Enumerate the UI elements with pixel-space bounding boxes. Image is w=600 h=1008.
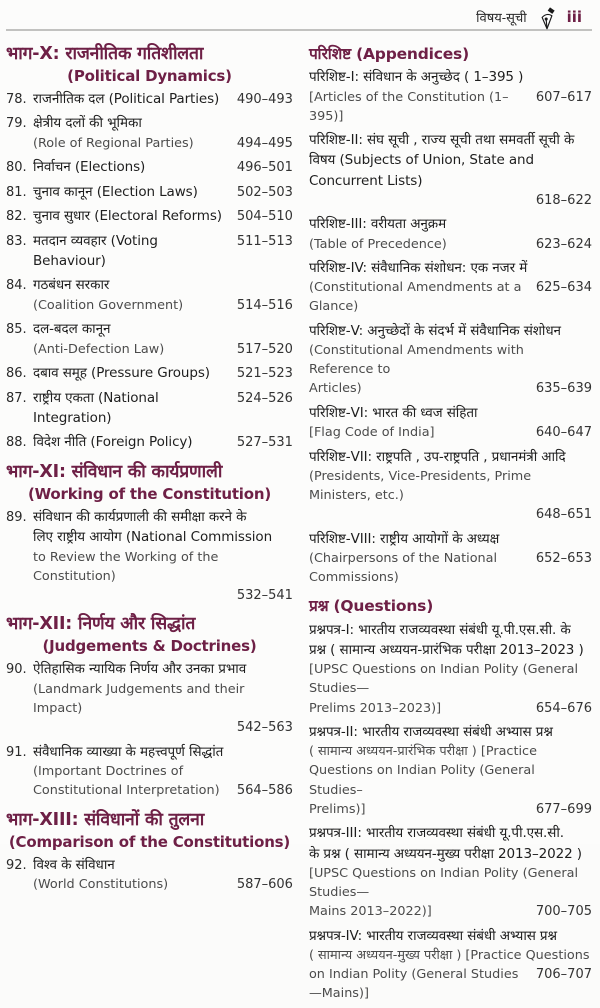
entry-text: प्रश्न ( सामान्य अध्ययन-प्रारंभिक परीक्षा 2013–2023 ) — [308, 641, 584, 658]
entry-text: प्रश्नपत्र-II: भारतीय राजव्यवस्था संबंधी अभ्यास प्रश्न — [308, 724, 553, 740]
section-title: भाग-X: राजनीतिक गतिशीलता — [6, 44, 204, 64]
page-range: 607–617 — [535, 89, 592, 105]
page-range: 504–510 — [236, 209, 293, 225]
entry-line — [6, 432, 293, 453]
toc-entry — [309, 620, 592, 718]
entry-text: (Chairpersons of the National Commissions) — [308, 550, 498, 586]
entry-text: के प्रश्न ( सामान्य अध्ययन-मुख्य परीक्षा 2013–2022 ) — [308, 845, 582, 862]
right-column — [305, 35, 592, 1008]
section-subtitle: (Political Dynamics) — [67, 66, 232, 85]
entry-line — [309, 722, 592, 742]
entry-line — [6, 762, 293, 781]
entry-line — [6, 586, 293, 606]
toc-entry — [6, 113, 293, 153]
entry-line — [309, 341, 592, 379]
toc-body — [6, 35, 592, 1008]
entry-text: Constitutional Interpretation) — [33, 783, 220, 799]
entry-text: परिशिष्ट-I: संविधान के अनुच्छेद ( 1–395 ) — [308, 69, 524, 86]
entry-line — [309, 549, 592, 587]
entry-number: 78. — [6, 91, 27, 107]
entry-line — [309, 699, 592, 719]
toc-entry — [6, 182, 293, 203]
toc-entry — [6, 363, 293, 384]
toc-entry — [309, 67, 592, 126]
toc-entry — [6, 388, 293, 429]
entry-line — [6, 855, 293, 876]
entry-text: मतदान व्यवहार (Voting Behaviour) — [33, 232, 158, 270]
page-range: 521–523 — [236, 366, 293, 382]
entry-text: निर्वाचन (Elections) — [33, 159, 146, 176]
toc-entry — [309, 130, 592, 210]
entry-line — [6, 659, 293, 680]
entry-text: परिशिष्ट-II: संघ सूची , राज्य सूची तथा समवर्ती सूची के — [308, 132, 575, 148]
entry-number: 85. — [6, 322, 27, 338]
toc-entry — [309, 214, 592, 254]
page-range: 618–622 — [535, 192, 592, 208]
left-column — [6, 35, 293, 1008]
entry-text: संवैधानिक व्याख्या के महत्त्वपूर्ण सिद्धांत — [33, 743, 224, 760]
entry-number: 86. — [6, 366, 27, 382]
page-range: 623–624 — [535, 236, 592, 252]
entry-text: प्रश्नपत्र-I: भारतीय राजव्यवस्था संबंधी यू.पी.एस.सी. के — [308, 621, 571, 638]
entry-line — [309, 864, 592, 902]
page-range: 532–541 — [236, 587, 293, 603]
entry-text: राष्ट्रीय एकता (National Integration) — [33, 389, 159, 427]
entry-text: चुनाव कानून (Election Laws) — [33, 183, 198, 200]
toc-entry — [309, 258, 592, 317]
entry-line — [6, 680, 293, 718]
entry-text: क्षेत्रीय दलों की भूमिका — [33, 115, 142, 132]
entry-text: on Indian Polity (General Studies—Mains)] — [308, 967, 519, 1002]
entry-line — [309, 191, 592, 211]
entry-line — [309, 946, 592, 965]
toc-entry — [6, 855, 293, 895]
entry-text: (Anti-Defection Law) — [33, 341, 165, 357]
entry-number: 87. — [6, 390, 27, 406]
entry-text: राजनीतिक दल (Political Parties) — [33, 90, 220, 107]
entry-line — [309, 844, 592, 864]
section-subtitle: (Comparison of the Constitutions) — [8, 832, 291, 851]
entry-text: (Important Doctrines of — [33, 764, 184, 780]
entry-line — [6, 718, 293, 738]
entry-number: 92. — [6, 857, 27, 873]
page-range: 502–503 — [236, 184, 293, 200]
entry-text: प्रश्नपत्र-III: भारतीय राजव्यवस्था संबंधी यू.पी.एस.सी. — [308, 825, 564, 842]
entry-text: दल-बदल कानून — [33, 321, 111, 338]
entry-line — [6, 388, 293, 429]
entry-line — [309, 258, 592, 278]
entry-line — [6, 527, 293, 547]
page-range: 494–495 — [236, 135, 293, 151]
entry-line — [309, 150, 592, 191]
entry-line — [309, 467, 592, 505]
entry-line — [309, 505, 592, 525]
entry-line — [6, 548, 293, 586]
entry-number: 84. — [6, 278, 27, 294]
entry-line — [309, 823, 592, 843]
page-range: 542–563 — [236, 720, 293, 736]
entry-text: विषय (Subjects of Union, State and Concurrent Lists) — [308, 152, 534, 189]
entry-line — [309, 742, 592, 761]
entry-line — [6, 231, 293, 272]
toc-entry — [309, 926, 592, 1004]
toc-entry — [309, 823, 592, 921]
page-range: 517–520 — [236, 341, 293, 357]
toc-entry — [6, 89, 293, 110]
entry-line — [6, 157, 293, 178]
entry-text: Prelims)] — [308, 801, 366, 817]
entry-line — [309, 88, 592, 126]
entry-number: 91. — [6, 744, 27, 760]
entry-line — [6, 134, 293, 154]
entry-text: ( सामान्य अध्ययन-प्रारंभिक परीक्षा ) [Practice — [308, 744, 537, 760]
page-range: 635–639 — [535, 381, 592, 397]
entry-line — [6, 182, 293, 203]
page-range: 706–707 — [535, 967, 592, 983]
entry-number: 90. — [6, 662, 27, 678]
section-title: भाग-XI: संविधान की कार्यप्रणाली — [6, 461, 223, 482]
section-subtitle: (Working of the Constitution) — [27, 484, 271, 503]
entry-text: Mains 2013–2022)] — [308, 904, 432, 920]
entry-number: 82. — [6, 209, 27, 225]
entry-line — [309, 620, 592, 640]
toc-entry — [309, 722, 592, 819]
entry-line — [6, 340, 293, 360]
toc-entry — [6, 507, 293, 606]
entry-line — [309, 403, 592, 423]
entry-text: (Role of Regional Parties) — [33, 135, 194, 151]
page-range: 700–705 — [535, 904, 592, 920]
entry-number: 81. — [6, 184, 27, 200]
entry-line — [6, 875, 293, 895]
page-range: 511–513 — [236, 233, 293, 249]
entry-line — [309, 926, 592, 946]
entry-text: (Coalition Government) — [33, 297, 184, 313]
page-range: 524–526 — [236, 390, 293, 406]
page-number: iii — [566, 8, 582, 26]
entry-line — [309, 902, 592, 922]
page-range: 654–676 — [535, 700, 592, 716]
entry-line — [6, 319, 293, 340]
entry-line — [6, 296, 293, 316]
entry-text: दबाव समूह (Pressure Groups) — [33, 365, 210, 382]
entry-text: परिशिष्ट-VII: राष्ट्रपति , उप-राष्ट्रपति , प्रधानमंत्री आदि — [308, 448, 566, 465]
entry-line — [309, 379, 592, 399]
entry-line — [309, 321, 592, 341]
entry-text: चुनाव सुधार (Electoral Reforms) — [33, 208, 222, 225]
section-title: भाग-XII: निर्णय और सिद्धांत — [6, 614, 196, 635]
page-range: 514–516 — [236, 297, 293, 313]
entry-text: (Constitutional Amendments with Reference to — [308, 342, 524, 378]
entry-text: परिशिष्ट-VI: भारत की ध्वज संहिता — [308, 404, 478, 421]
entry-text: Questions on Indian Polity (General Studies– — [308, 763, 535, 798]
entry-line — [6, 275, 293, 296]
entry-text: प्रश्नपत्र-IV: भारतीय राजव्यवस्था संबंधी अभ्यास प्रश्न — [308, 927, 557, 944]
toc-entry — [6, 742, 293, 801]
toc-entry — [6, 206, 293, 227]
page-range: 490–493 — [236, 91, 293, 107]
entry-line — [309, 640, 592, 660]
entry-text: विश्व के संविधान — [33, 856, 115, 873]
entry-text: परिशिष्ट-IV: संवैधानिक संशोधन: एक नजर में — [308, 260, 528, 276]
entry-text: ऐतिहासिक न्यायिक निर्णय और उनका प्रभाव — [33, 661, 247, 678]
entry-number: 88. — [6, 435, 27, 451]
entry-text: संविधान की कार्यप्रणाली की समीक्षा करने के — [33, 508, 247, 525]
header-row — [6, 6, 592, 28]
section-title: प्रश्न (Questions) — [308, 597, 434, 616]
entry-line — [309, 529, 592, 549]
entry-text: (Table of Precedence) — [308, 236, 447, 252]
entry-text: [UPSC Questions on Indian Polity (General Studies— — [308, 865, 578, 900]
page-range: 587–606 — [236, 877, 293, 893]
entry-text: [Articles of the Constitution (1–395)] — [308, 89, 509, 124]
section-title: परिशिष्ट (Appendices) — [308, 45, 469, 63]
entry-line — [309, 800, 592, 820]
entry-text: to Review the Working of the Constitution) — [33, 549, 219, 584]
toc-entry — [6, 432, 293, 453]
entry-text: [Flag Code of India] — [308, 425, 435, 440]
entry-text: परिशिष्ट-V: अनुच्छेदों के संदर्भ में संवैधानिक संशोधन — [308, 322, 561, 339]
section-title: भाग-XIII: संविधानों की तुलना — [6, 809, 205, 830]
entry-line — [309, 130, 592, 150]
entry-line — [309, 761, 592, 799]
entry-number: 83. — [6, 233, 27, 249]
entry-text: विदेश नीति (Foreign Policy) — [33, 434, 193, 451]
entry-text: Prelims 2013–2023)] — [308, 700, 442, 716]
page-range: 625–634 — [535, 280, 592, 296]
entry-number: 89. — [6, 509, 27, 525]
page-header — [6, 6, 592, 31]
entry-number: 80. — [6, 160, 27, 176]
entry-line — [6, 507, 293, 528]
entry-line — [309, 235, 592, 255]
entry-text: गठबंधन सरकार — [33, 277, 110, 294]
entry-number: 79. — [6, 116, 27, 132]
entry-line — [309, 214, 592, 234]
toc-entry — [6, 275, 293, 315]
toc-entry — [309, 447, 592, 525]
entry-line — [309, 447, 592, 467]
entry-line — [6, 781, 293, 801]
entry-line — [6, 206, 293, 227]
entry-line — [309, 660, 592, 698]
toc-entry — [6, 319, 293, 359]
entry-text: परिशिष्ट-VIII: राष्ट्रीय आयोगों के अध्यक्ष — [308, 530, 500, 547]
toc-entry — [309, 321, 592, 399]
section-subtitle: (Judgements & Doctrines) — [42, 637, 257, 656]
toc-entry — [6, 157, 293, 178]
page-range: 677–699 — [535, 801, 592, 817]
header-divider — [6, 29, 592, 31]
header-title: विषय-सूची — [476, 11, 527, 26]
entry-line — [6, 363, 293, 384]
entry-line — [309, 423, 592, 443]
entry-line — [6, 113, 293, 134]
entry-line — [309, 965, 592, 1003]
page-range: 648–651 — [535, 507, 592, 523]
entry-text: (Constitutional Amendments at a Glance) — [308, 280, 522, 315]
page-range: 564–586 — [236, 783, 293, 799]
toc-entry — [6, 231, 293, 272]
toc-entry — [6, 659, 293, 737]
page-range: 640–647 — [535, 425, 592, 440]
entry-text: [UPSC Questions on Indian Polity (General Studies— — [308, 662, 578, 697]
entry-text: (Landmark Judgements and their Impact) — [33, 681, 245, 716]
entry-line — [309, 278, 592, 316]
toc-entry — [309, 529, 592, 588]
page-range: 496–501 — [236, 160, 293, 176]
toc-entry — [309, 403, 592, 443]
entry-line — [6, 742, 293, 763]
entry-line — [6, 89, 293, 110]
entry-text: (Presidents, Vice-Presidents, Prime Ministers, etc.) — [308, 468, 532, 503]
entry-text: Articles) — [308, 381, 362, 397]
pen-nib-icon — [534, 6, 560, 32]
entry-text: ( सामान्य अध्ययन-मुख्य परीक्षा ) [Practice Questions — [308, 947, 590, 963]
page-range: 527–531 — [236, 435, 293, 451]
entry-line — [309, 67, 592, 87]
entry-text: (World Constitutions) — [33, 877, 169, 893]
entry-text: परिशिष्ट-III: वरीयता अनुक्रम — [308, 216, 447, 233]
page-range: 652–653 — [535, 550, 592, 566]
entry-text: लिए राष्ट्रीय आयोग (National Commission — [33, 529, 273, 546]
